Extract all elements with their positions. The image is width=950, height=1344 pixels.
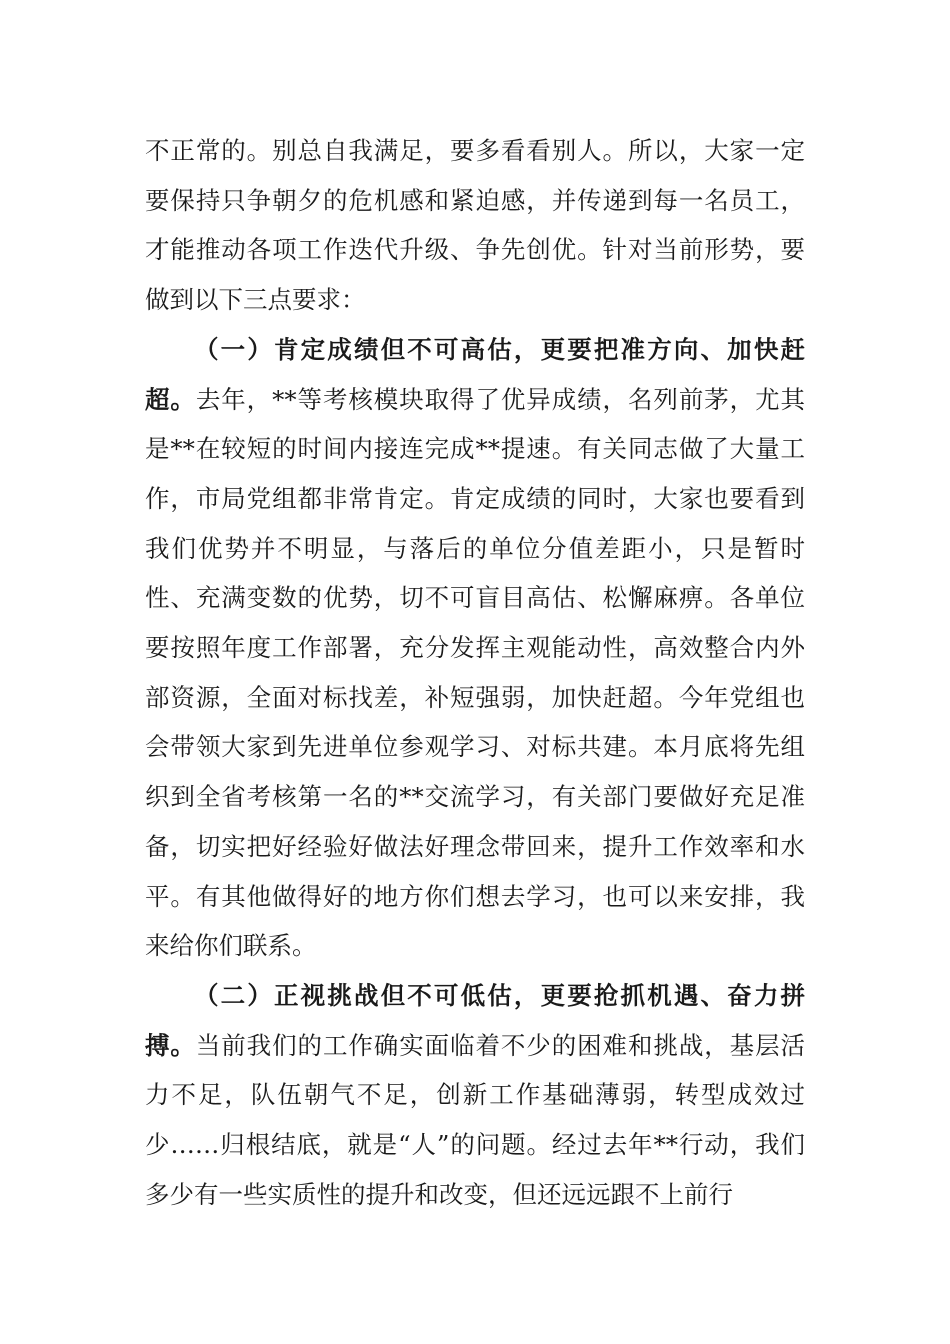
paragraph-intro bbox=[145, 126, 805, 325]
document-body bbox=[145, 126, 805, 1219]
section-two-text: 当前我们的工作确实面临着不少的困难和挑战，基层活力不足，队伍朝气不足，创新工作基础薄弱，转型成效过少……归根结底，就是“人”的问题。经过去年**行动，我们多少有一些实质性的提升和改变，但还远远跟不上前行 bbox=[145, 1030, 806, 1209]
section-two-heading: （二）正视挑战但不可低估，更要抢抓机遇、奋力拼搏。 bbox=[145, 980, 805, 1060]
paragraph-section-two bbox=[145, 971, 805, 1220]
section-one-heading: （一）肯定成绩但不可高估，更要把准方向、加快赶超。 bbox=[145, 334, 805, 414]
paragraph-intro-text: 不正常的。别总自我满足，要多看看别人。所以，大家一定要保持只争朝夕的危机感和紧迫感，并传递到每一名员工，才能推动各项工作迭代升级、争先创优。针对当前形势，要做到以下三点要求： bbox=[145, 136, 805, 315]
section-one-text: 去年，**等考核模块取得了优异成绩，名列前茅，尤其是**在较短的时间内接连完成**提速。有关同志做了大量工作，市局党组都非常肯定。肯定成绩的同时，大家也要看到我们优势并不明显，与落后的单位分值差距小，只是暂时性、充满变数的优势，切不可盲目高估、松懈麻痹。各单位要按照年度工作部署，充分发挥主观能动性，高效整合内外部资源，全面对标找差，补短强弱，加快赶超。今年党组也会带领大家到先进单位参观学习、对标共建。本月底将先组织到全省考核第一名的**交流学习，有关部门要做好充足准备，切实把好经验好做法好理念带回来，提升工作效率和水平。有其他做得好的地方你们想去学习，也可以来安排，我来给你们联系。 bbox=[145, 384, 806, 961]
paragraph-section-one bbox=[145, 325, 805, 971]
